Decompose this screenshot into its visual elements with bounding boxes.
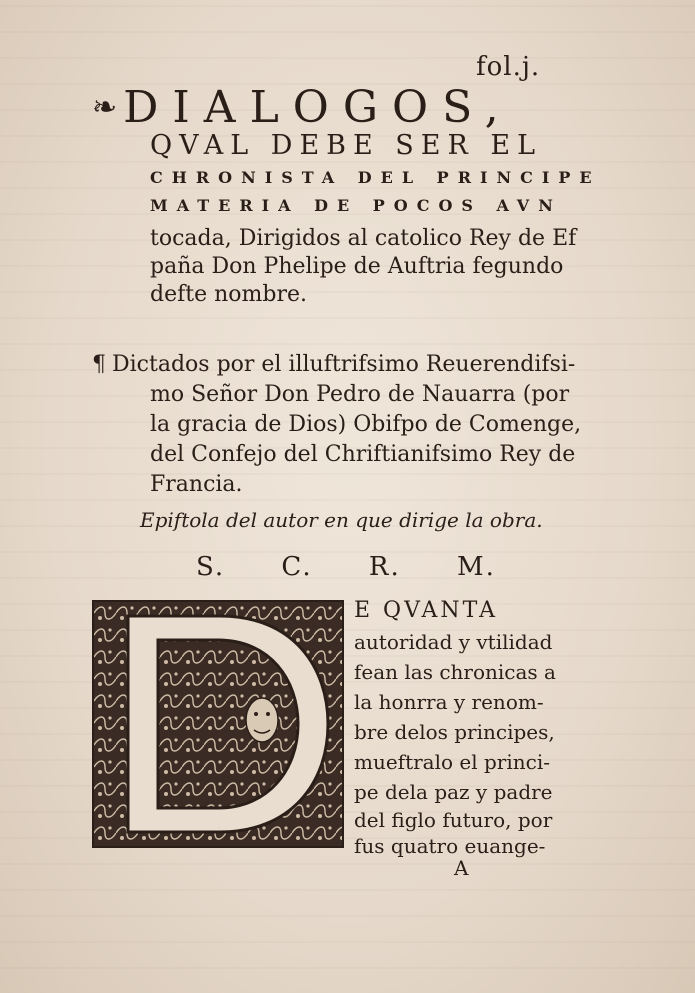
title-line-2: QVAL DEBE SER EL [150, 130, 543, 161]
body-line-9: fus quatro euange- [354, 834, 546, 858]
scrm-salutation: S. C. R. M. [196, 552, 496, 582]
dedication-line-2: mo Señor Don Pedro de Nauarra (por [150, 382, 570, 407]
title-main-line [92, 82, 513, 133]
svg-text:D: D [218, 828, 219, 829]
dedication-line-5: Francia. [150, 472, 243, 497]
title-line-5: tocada, Dirigidos al catolico Rey de Ef [150, 226, 577, 251]
dedication-line-3: la gracia de Dios) Obifpo de Comenge, [150, 412, 582, 437]
body-line-2: autoridad y vtilidad [354, 630, 553, 654]
fleuron-ornament-icon: ❧ [92, 90, 118, 125]
body-line-7: pe dela paz y padre [354, 780, 553, 804]
decorated-initial-block [92, 600, 344, 848]
folio-number: fol.j. [476, 52, 541, 82]
title-main: DIALOGOS, [123, 82, 513, 133]
body-line-4: la honrra y renom- [354, 690, 544, 714]
dedication-line-4: del Confejo del Chriftianifsimo Rey de [150, 442, 576, 467]
body-line-6: mueftralo el princi- [354, 750, 550, 774]
body-line-8: del figlo futuro, por [354, 808, 553, 832]
body-line-1: E QVANTA [354, 598, 498, 623]
floral-pattern-icon [94, 602, 342, 846]
title-line-6: paña Don Phelipe de Auftria fegundo [150, 254, 564, 279]
body-line-5: bre delos principes, [354, 720, 555, 744]
title-line-7: defte nombre. [150, 282, 307, 307]
title-line-4: MATERIA DE POCOS AVN [150, 196, 562, 215]
title-line-3: CHRONISTA DEL PRINCIPE [150, 168, 601, 187]
pilcrow-icon: ¶ [92, 352, 106, 377]
epistola-heading: Epiftola del autor en que dirige la obra. [140, 508, 543, 532]
catchword: A [454, 856, 469, 880]
dedication-line-1: ¶ Dictados por el illuftrifsimo Reuerendifsi- [92, 352, 576, 377]
body-line-3: fean las chronicas a [354, 660, 556, 684]
